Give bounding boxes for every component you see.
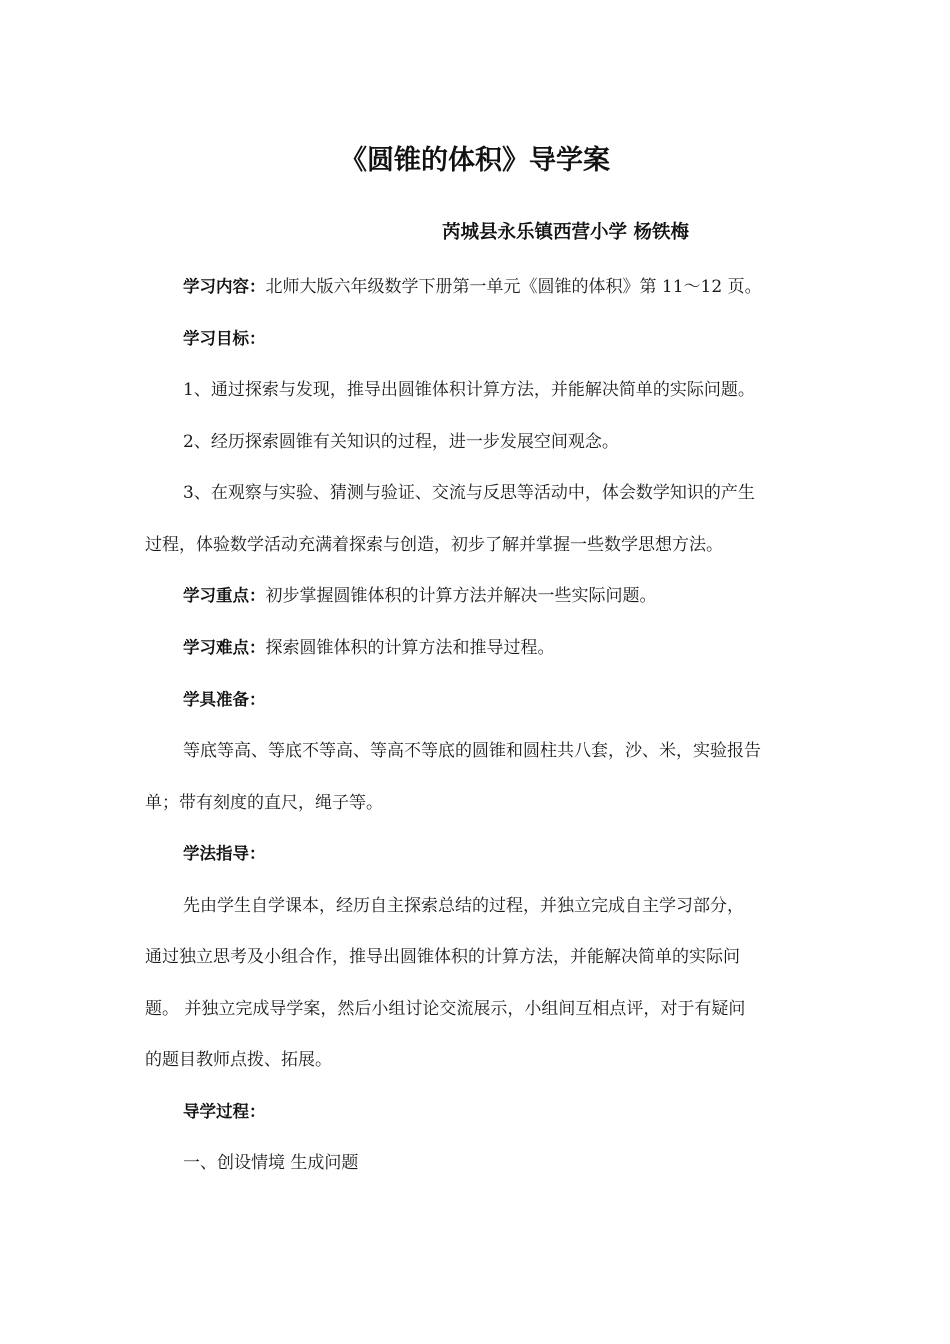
difficulty-text: 探索圆锥体积的计算方法和推导过程。 — [265, 638, 555, 658]
study-content — [183, 275, 810, 299]
method-line-1: 先由学生自学课本，经历自主探索总结的过程，并独立完成自主学习部分， — [183, 896, 744, 916]
method-line-4: 的题目教师点拨、拓展。 — [145, 1050, 332, 1070]
document-title: 《圆锥的体积》导学案 — [340, 145, 610, 176]
key-point-label: 学习重点： — [183, 586, 266, 605]
study-content-label: 学习内容： — [183, 277, 266, 296]
tools-line-2: 单；带有刻度的直尺，绳子等。 — [145, 793, 383, 813]
tools-heading — [183, 688, 810, 712]
study-content-text: 北师大版六年级数学下册第一单元《圆锥的体积》第 11～12 页。 — [265, 277, 762, 297]
method-label: 学法指导： — [183, 844, 266, 863]
key-point — [183, 584, 810, 608]
goal-item-3-continued: 过程，体验数学活动充满着探索与创造，初步了解并掌握一些数学思想方法。 — [145, 535, 723, 555]
method-heading — [183, 842, 810, 866]
difficulty-label: 学习难点： — [183, 638, 266, 657]
method-line-3: 题。 并独立完成导学案，然后小组讨论交流展示，小组间互相点评，对于有疑问 — [145, 999, 746, 1019]
goal-item-2: 2、经历探索圆锥有关知识的过程，进一步发展空间观念。 — [183, 432, 619, 452]
method-line-2: 通过独立思考及小组合作，推导出圆锥体积的计算方法，并能解决简单的实际问 — [145, 947, 740, 967]
process-heading — [183, 1100, 810, 1124]
key-point-text: 初步掌握圆锥体积的计算方法并解决一些实际问题。 — [265, 586, 657, 606]
process-label: 导学过程： — [183, 1102, 266, 1121]
goals-label: 学习目标： — [183, 329, 266, 348]
difficulty — [183, 636, 810, 660]
goal-item-1: 1、通过探索与发现，推导出圆锥体积计算方法，并能解决简单的实际问题。 — [183, 380, 755, 400]
goals-heading — [183, 327, 810, 351]
tools-line-1: 等底等高、等底不等高、等高不等底的圆锥和圆柱共八套，沙、米，实验报告 — [183, 741, 761, 761]
tools-label: 学具准备： — [183, 690, 266, 709]
goal-item-3: 3、在观察与实验、猜测与验证、交流与反思等活动中，体会数学知识的产生 — [183, 483, 755, 503]
author-line: 芮城县永乐镇西营小学 杨铁梅 — [442, 222, 689, 243]
step-1-heading: 一、创设情境 生成问题 — [183, 1153, 359, 1173]
